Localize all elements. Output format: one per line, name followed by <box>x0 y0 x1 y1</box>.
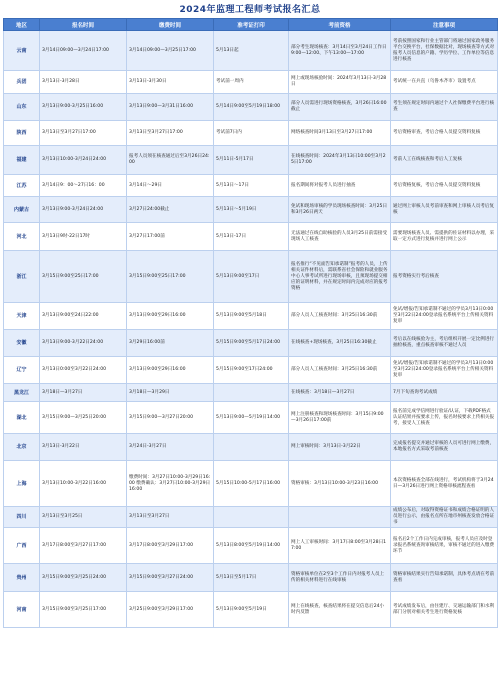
signup-cell: 3月15日9:00至3月25日17:00 <box>40 592 127 628</box>
region-cell: 浙江 <box>4 251 40 303</box>
region-cell: 天津 <box>4 303 40 330</box>
ticket-cell: 5月13日至5月17日 <box>214 564 289 592</box>
note-cell: 考生须在规定时间内通过个人社保缴费平台进行核查 <box>391 94 498 121</box>
table-row <box>4 592 498 628</box>
pay-cell: 3月25日9:00至3月29日17:00 <box>127 592 214 628</box>
pay-cell: 3月13日-3月30日 <box>127 71 214 94</box>
signup-cell: 3月13日0:00至3月22日24:00 <box>40 357 127 384</box>
region-cell: 河南 <box>4 592 40 628</box>
pay-cell: 3月29日16:00前 <box>127 330 214 357</box>
pay-cell: 3月13日9:00至29日16:00 <box>127 357 214 384</box>
region-cell: 安徽 <box>4 330 40 357</box>
region-cell: 辽宁 <box>4 357 40 384</box>
pay-cell: 3月13日至3月27日 <box>127 507 214 528</box>
ticket-cell: 5月15日9:00至17日24:00 <box>214 357 289 384</box>
note-cell: 成绩公布后，对取得资格证书和成绩合格证明的人员进行公示，由报名点所在地市州核查发放合格证书 <box>391 507 498 528</box>
note-cell: 免试/增报/告知承诺制不通过的学员3月13日0:00至3月22日24:00登录报名系统平台上传相关资料复审 <box>391 357 498 384</box>
col-header-payment-time: 缴费时间 <box>127 19 214 31</box>
pay-cell: 3月14日09:00—3月25日17:00 <box>127 31 214 71</box>
table-row <box>4 507 498 528</box>
col-header-qualification: 考前资格 <box>289 19 391 31</box>
table-row <box>4 223 498 251</box>
qual-cell: 网络核查时间3月13日至3月27日17:00 <box>289 121 391 146</box>
summary-sheet <box>3 3 497 628</box>
pay-cell: 3月27日17:00前 <box>127 223 214 251</box>
ticket-cell: 考试前一周内 <box>214 71 289 94</box>
region-cell: 上海 <box>4 461 40 507</box>
pay-cell: 3月13日9:00—3月31日16:00 <box>127 94 214 121</box>
signup-cell: 3月14日09:00—3月24日17:00 <box>40 31 127 71</box>
signup-cell: 3月15日9:00至25日17:00 <box>40 251 127 303</box>
pay-cell: 3月17日8:00至3月29日17:00 <box>127 528 214 564</box>
note-cell: 通过网上审核人员考前审查和网上审核人员考后复核 <box>391 197 498 223</box>
table-row <box>4 251 498 303</box>
ticket-cell: 5月13日9:00至5月18日 <box>214 303 289 330</box>
col-header-signup-time: 报名时间 <box>40 19 127 31</box>
pay-cell: 3月15日9:00至3月27日24:00 <box>127 564 214 592</box>
ticket-cell: 5月15日9:00至5月17日24:00 <box>214 330 289 357</box>
ticket-cell <box>214 434 289 461</box>
qual-cell: 网上在线核查，核查结果将在提交信息后24小时内反馈 <box>289 592 391 628</box>
ticket-cell <box>214 507 289 528</box>
table-row <box>4 564 498 592</box>
signup-cell: 3月14日9：00～27日16：00 <box>40 175 127 197</box>
signup-cell: 3月13日9:00-3月22日24:00 <box>40 330 127 357</box>
pay-cell: 3月14日～29日 <box>127 175 214 197</box>
page-title: 2024年监理工程师考试报名汇总 <box>179 5 321 15</box>
note-cell: 考前人工在线核查和考后人工复核 <box>391 146 498 175</box>
ticket-cell: 5月13日9:00至5月19日 <box>214 592 289 628</box>
note-cell: 考试成绩发布后，由住建厅、交通运输部门和水利部门分别对相关考生进行资格复核 <box>391 592 498 628</box>
qual-cell: 部分人员人工核查时间：3月25日16:30前 <box>289 357 391 384</box>
col-header-notes: 注意事项 <box>391 19 498 31</box>
signup-cell: 3月13日9:00-3月24日24:00 <box>40 197 127 223</box>
ticket-cell: 5月13日9:00至17日 <box>214 251 289 303</box>
qual-cell: 资格审核：3月13日10:00-3月23日16:00 <box>289 461 391 507</box>
signup-cell: 3月13日-3月28日 <box>40 71 127 94</box>
pay-cell: 3月18日—3月29日 <box>127 384 214 402</box>
region-cell: 黑龙江 <box>4 384 40 402</box>
region-cell: 兵团 <box>4 71 40 94</box>
table-row <box>4 146 498 175</box>
region-cell: 湖北 <box>4 402 40 434</box>
pay-cell: 报考人员须在核查通过后至3月26日24:00 <box>127 146 214 175</box>
pay-cell: 3月13日至3月27日17:00 <box>127 121 214 146</box>
region-cell: 山东 <box>4 94 40 121</box>
note-cell: 资格审核结果实行告知承诺制，具体考点请在考前查看 <box>391 564 498 592</box>
qual-cell: 资格审核单位在2至3个工作日内对报考人员上传的相关材料进行在线审核 <box>289 564 391 592</box>
signup-cell: 3月13日至3月27日17:00 <box>40 121 127 146</box>
note-cell: 考前按照国家和行业主管部门将通过国家政务服务平台交换平台，社保数据比对，现场核查等方式对报考人员信息的户籍、学历学位、工作单位等信息进行核查 <box>391 31 498 71</box>
note-cell: 7月下旬查询考试成绩 <box>391 384 498 402</box>
qual-cell: 在线核查+现场核查，3月25日16:30截止 <box>289 330 391 357</box>
registration-table <box>3 18 498 628</box>
ticket-cell: 5月14日9:00至5月19日18:00 <box>214 94 289 121</box>
note-cell: 报名后2个工作日内完成审核，报考人员应及时登录报名系统查询审核结果，审核不通过的进入缴费环节 <box>391 528 498 564</box>
signup-cell: 3月13日-3月22日 <box>40 434 127 461</box>
signup-cell: 3月13日9:00-3月25日16:00 <box>40 94 127 121</box>
region-cell: 北京 <box>4 434 40 461</box>
region-cell: 江苏 <box>4 175 40 197</box>
signup-cell: 3月17日8:00至3月27日17:00 <box>40 528 127 564</box>
pay-cell: 3月13日9:00至29日16:00 <box>127 303 214 330</box>
ticket-cell: 考试前7日内 <box>214 121 289 146</box>
table-row <box>4 402 498 434</box>
table-row <box>4 197 498 223</box>
header-row <box>4 19 498 31</box>
signup-cell: 3月13日10:00-3月22日16:00 <box>40 461 127 507</box>
signup-cell: 3月13日9时-22日17时 <box>40 223 127 251</box>
note-cell: 本次资格核查全部在线进行，考试机构将于3月24日—3月26日进行网上资格审核流程查看 <box>391 461 498 507</box>
region-cell: 四川 <box>4 507 40 528</box>
note-cell: 考试统一在兵直（乌鲁木齐市）设置考点 <box>391 71 498 94</box>
qual-cell: 部分人员人工核查时间：3月25日16:30前 <box>289 303 391 330</box>
qual-cell: 网上或现场核验时间：2024年3月13日-3月28日 <box>289 71 391 94</box>
table-row <box>4 121 498 146</box>
qual-cell: 无法通过在线自助核验的人员3月25日前需接受现场人工核查 <box>289 223 391 251</box>
pay-cell: 3月15日9:00至25日17:00 <box>127 251 214 303</box>
qual-cell <box>289 507 391 528</box>
pay-cell: 缴费时间：3月27日10:00-3月29日16:00 缴费确认：3月27日10:00-3月29日16:00 <box>127 461 214 507</box>
note-cell: 免试/增报/告知承诺制不通过的学员3月13日0:00至3月22日24:00登录报名系统平台上传相关资料复审 <box>391 303 498 330</box>
signup-cell: 3月15日9:00至3月25日24:00 <box>40 564 127 592</box>
qual-cell: 网上注册核查和现场核查时间：3月15日9:00—3月26日17:00前 <box>289 402 391 434</box>
table-row <box>4 175 498 197</box>
qual-cell: 免试和现场审核的学员现场核查时间：3月25日和3月26日两天 <box>289 197 391 223</box>
region-cell: 云南 <box>4 31 40 71</box>
region-cell: 河北 <box>4 223 40 251</box>
qual-cell: 部分考生现场核查：3月14日至3月24日工作日9:00—12:00、下午13:00—17:00 <box>289 31 391 71</box>
note-cell: 报考资格实行考后核查 <box>391 251 498 303</box>
note-cell: 考后以在线核验为主，考后组织开展一定比例进行抽检核查，重点核查审核不通过人员 <box>391 330 498 357</box>
note-cell: 报名前完成学信网进行验证/认证，下载PDF格式认证结果并按要求上传，报名时按要求上传相关报考，接受人工核查 <box>391 402 498 434</box>
table-row <box>4 461 498 507</box>
region-cell: 广西 <box>4 528 40 564</box>
table-row <box>4 528 498 564</box>
col-header-region: 地区 <box>4 19 40 31</box>
signup-cell: 3月15日9:00—3月25日20:00 <box>40 402 127 434</box>
ticket-cell: 5月13日-17日 <box>214 223 289 251</box>
ticket-cell: 5月13日～17日 <box>214 175 289 197</box>
table-row <box>4 31 498 71</box>
region-cell: 内蒙古 <box>4 197 40 223</box>
signup-cell: 3月13日10:00-3月24日24:00 <box>40 146 127 175</box>
ticket-cell: 5月13日8:00至5月19日14:00 <box>214 528 289 564</box>
ticket-cell: 5月15日10:00-5月17日16:00 <box>214 461 289 507</box>
table-row <box>4 357 498 384</box>
table-row <box>4 434 498 461</box>
table-row <box>4 330 498 357</box>
signup-cell: 3月13日9:00至24日22:00 <box>40 303 127 330</box>
table-row <box>4 384 498 402</box>
region-cell: 陕西 <box>4 121 40 146</box>
note-cell: 需要现场核查人员、需提供的佐证材料以办理，采取一定方式进行复核并进行网上公示 <box>391 223 498 251</box>
ticket-cell: 5月13日～5月19日 <box>214 197 289 223</box>
note-cell: 考后资格复核，考后合格人员提交资料复核 <box>391 175 498 197</box>
region-cell: 贵州 <box>4 564 40 592</box>
ticket-cell <box>214 384 289 402</box>
pay-cell: 3月15日9:00—3月27日20:00 <box>127 402 214 434</box>
qual-cell: 网上人工审核时间：3月17日8:00至3月28日17:00 <box>289 528 391 564</box>
ticket-cell: 5月11日-5月17日 <box>214 146 289 175</box>
region-cell: 福建 <box>4 146 40 175</box>
note-cell: 完成报名提交并通过审核的人员可进行网上缴费，本地报名方式采取考前核查 <box>391 434 498 461</box>
qual-cell: 部分人员需进行现场资格核查，3月26日16:00截止 <box>289 94 391 121</box>
ticket-cell: 5月13日起 <box>214 31 289 71</box>
qual-cell: 网上审核时间：3月13日-3月22日 <box>289 434 391 461</box>
signup-cell: 3月13日至3月25日 <box>40 507 127 528</box>
ticket-cell: 5月13日9:00—5月19日14:00 <box>214 402 289 434</box>
note-cell: 考后资格审查，考后合格人员提交资料复核 <box>391 121 498 146</box>
signup-cell: 3月18日—3月27日 <box>40 384 127 402</box>
qual-cell: 报名期间将对报考人员进行抽查 <box>289 175 391 197</box>
qual-cell: 在线核查：3月18日—3月27日 <box>289 384 391 402</box>
qual-cell: 在线核查时间：2024年3月13日10:00至3月25日17:00 <box>289 146 391 175</box>
col-header-ticket-print: 准考证打印 <box>214 19 289 31</box>
qual-cell: 报名推行“不见面告知承诺制”报考的人员，上传相关证件材料后，需联系省社会保险和就业服务中心人事考试所进行现场审核，且须现场提交相应的证明材料，并在规定时间内完成对应的报考资格 <box>289 251 391 303</box>
pay-cell: 3月27日24:00截止 <box>127 197 214 223</box>
table-row <box>4 94 498 121</box>
table-row <box>4 71 498 94</box>
table-row <box>4 303 498 330</box>
pay-cell: 3月24日-3月27日 <box>127 434 214 461</box>
